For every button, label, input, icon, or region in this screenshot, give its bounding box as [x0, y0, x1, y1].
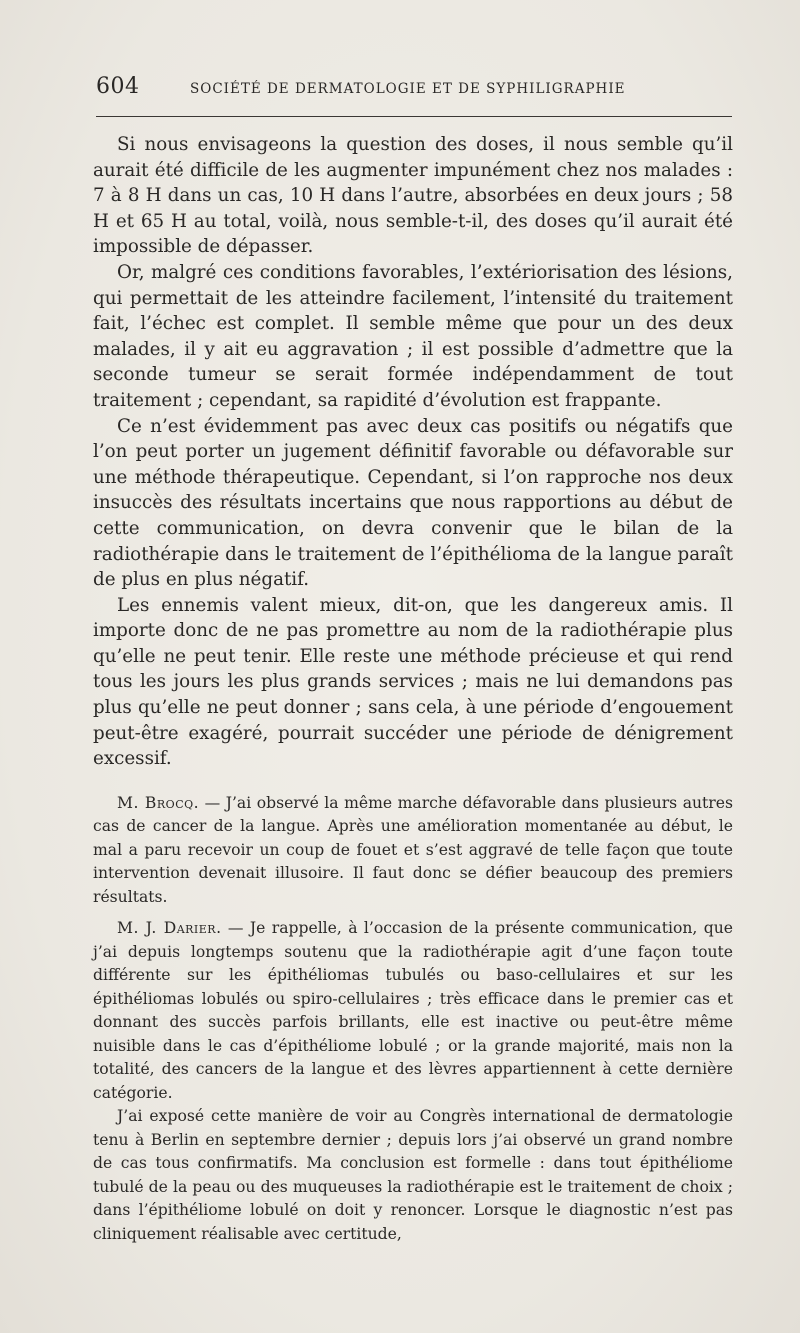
body-text [93, 132, 733, 1246]
discussion-darier [93, 917, 733, 1105]
discussion-text: — J’ai observé la même marche défavorable dans plusieurs autres cas de cancer de la langue. Après une amélioration momentanée au début, le mal a paru recevoir un coup de fouet et s’est aggravé de telle façon que toute intervention devenait illusoire. Il faut donc se défier beaucoup des premiers résultats. [93, 793, 733, 906]
paragraph-doses: Si nous envisageons la question des doses, il nous semble qu’il aurait été difficile de les augmenter impunément chez nos malades : 7 à 8 H dans un cas, 10 H dans l’autre, absorbées en deux jours ; 58 H et 65 H au total, voilà, nous semble-t-il, des doses qu’il aurait été impossible de dépasser. [93, 134, 733, 258]
speaker-name: M. Brocq. [117, 793, 200, 812]
header-rule [96, 116, 732, 117]
page-number: 604 [96, 74, 140, 99]
section-gap [93, 909, 733, 917]
paragraph-congres: J’ai exposé cette manière de voir au Congrès international de dermatologie tenu à Berlin en septembre dernier ; depuis lors j’ai observé un grand nombre de cas tous confirmatifs. Ma conclusion est formelle : dans tout épithéliome tubulé de la peau ou des muqueuses la radiothérapie est le traitement de choix ; dans l’épithéliome lobulé on doit y renoncer. Lorsque le diagnostic n’est pas cliniquement réalisable avec certitude, [93, 1107, 733, 1243]
running-title: SOCIÉTÉ DE DERMATOLOGIE ET DE SYPHILIGRAPHIE [190, 81, 626, 97]
paragraph-ennemis: Les ennemis valent mieux, dit-on, que les dangereux amis. Il importe donc de ne pas promettre au nom de la radiothérapie plus qu’elle ne peut tenir. Elle reste une méthode précieuse et qui rend tous les jours les plus grands services ; mais ne lui demandons pas plus qu’elle ne peut donner ; sans cela, à une période d’engouement peut-être exagéré, pourrait succéder une période de dénigrement excessif. [93, 594, 733, 770]
discussion-text: — Je rappelle, à l’occasion de la présente communication, que j’ai depuis longtemps soutenu que la radiothérapie agit d’une façon toute différente sur les épithéliomas tubulés ou baso-cellulaires et sur les épithéliomas lobulés ou spiro-cellulaires ; très efficace dans le premier cas et donnant des succès parfois brillants, elle est inactive ou peut-être même nuisible dans le cas d’épithéliome lobulé ; or la grande majorité, mais non la totalité, des cancers de la langue et des lèvres appartiennent à cette dernière catégorie. [93, 919, 733, 1102]
paragraph-echec: Or, malgré ces conditions favorables, l’extériorisation des lésions, qui permettait de les atteindre facilement, l’intensité du traitement fait, l’échec est complet. Il semble même que pour un des deux malades, il y ait eu aggravation ; il est possible d’admettre que la seconde tumeur se serait formée indépendamment de tout traitement ; cependant, sa rapidité d’évolution est frappante. [93, 261, 733, 411]
discussion-brocq [93, 792, 733, 910]
paragraph-jugement: Ce n’est évidemment pas avec deux cas positifs ou négatifs que l’on peut porter un jugement définitif favorable ou défavorable sur une méthode thérapeutique. Cependant, si l’on rapproche nos deux insuccès des résultats incertains que nous rapportions au début de cette communication, on devra convenir que le bilan de la radiothérapie dans le traitement de l’épithélioma de la langue paraît de plus en plus négatif. [93, 415, 733, 591]
page-header [96, 74, 732, 104]
speaker-name: M. J. Darier. [117, 919, 222, 938]
section-gap [93, 772, 733, 792]
